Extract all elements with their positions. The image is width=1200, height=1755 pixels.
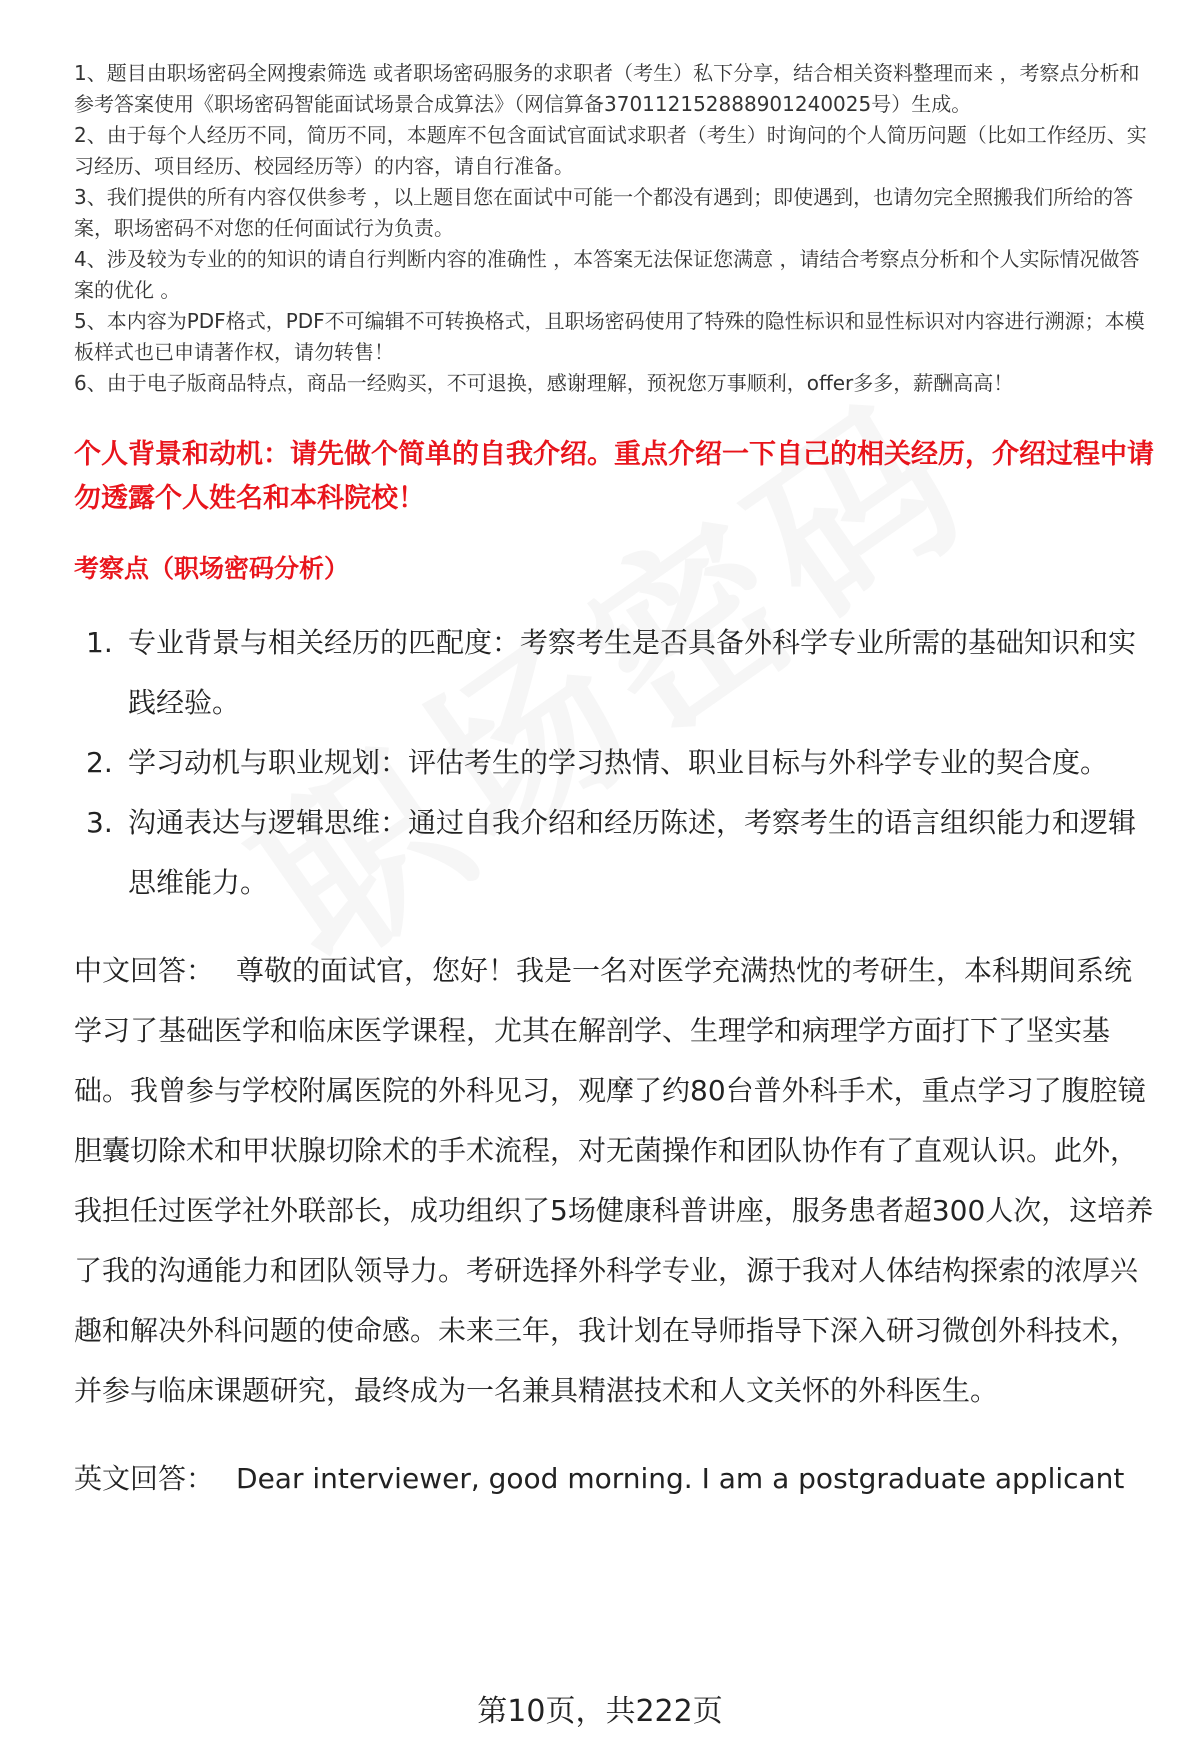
notice-item: 2、由于每个人经历不同，简历不同，本题库不包含面试官面试求职者（考生）时询问的个人简历问题（比如工作经历、实习经历、项目经历、校园经历等）的内容，请自行准备。: [74, 123, 1147, 178]
notice-list: [74, 58, 1154, 399]
analysis-title: 考察点（职场密码分析）: [74, 554, 350, 583]
notice-item: 6、由于电子版商品特点，商品一经购买，不可退换，感谢理解，预祝您万事顺利，offer多多，薪酬高高！: [74, 371, 1014, 395]
point-number: 3.: [86, 806, 113, 839]
analysis-point: [74, 733, 1154, 793]
analysis-point: [74, 613, 1154, 733]
question-heading: 个人背景和动机：请先做个简单的自我介绍。重点介绍一下自己的相关经历，介绍过程中请勿透露个人姓名和本科院校！: [74, 439, 1154, 514]
point-number: 1.: [86, 626, 113, 659]
page-content: [74, 58, 1154, 1509]
point-text: 沟通表达与逻辑思维：通过自我介绍和经历陈述，考察考生的语言组织能力和逻辑思维能力。: [128, 806, 1137, 899]
answer-chinese-label: 中文回答：: [74, 954, 215, 987]
notice-item: 4、涉及较为专业的的知识的请自行判断内容的准确性 ，本答案无法保证您满意 ，请结合考察点分析和个人实际情况做答案的优化 。: [74, 247, 1140, 302]
point-number: 2.: [86, 746, 113, 779]
answer-english-text: Dear interviewer, good morning. I am a postgraduate applicant: [236, 1462, 1125, 1495]
analysis-point: [74, 793, 1154, 913]
answer-chinese: [74, 941, 1154, 1421]
notice-item: 5、本内容为PDF格式，PDF不可编辑不可转换格式，且职场密码使用了特殊的隐性标识和显性标识对内容进行溯源；本模板样式也已申请著作权，请勿转售！: [74, 309, 1145, 364]
point-text: 专业背景与相关经历的匹配度：考察考生是否具备外科学专业所需的基础知识和实践经验。: [128, 626, 1137, 719]
analysis-points: [74, 613, 1154, 913]
answer-chinese-text: 尊敬的面试官，您好！我是一名对医学充满热忱的考研生，本科期间系统学习了基础医学和临床医学课程，尤其在解剖学、生理学和病理学方面打下了坚实基础。我曾参与学校附属医院的外科见习，观摩了约80台普外科手术，重点学习了腹腔镜胆囊切除术和甲状腺切除术的手术流程，对无菌操作和团队协作有了直观认识。此外，我担任过医学社外联部长，成功组织了5场健康科普讲座，服务患者超300人次，这培养了我的沟通能力和团队领导力。考研选择外科学专业，源于我对人体结构探索的浓厚兴趣和解决外科问题的使命感。未来三年，我计划在导师指导下深入研习微创外科技术，并参与临床课题研究，最终成为一名兼具精湛技术和人文关怀的外科医生。: [74, 954, 1154, 1407]
answer-english: [74, 1449, 1154, 1509]
answer-english-label: 英文回答：: [74, 1462, 215, 1495]
notice-item: 3、我们提供的所有内容仅供参考 ，以上题目您在面试中可能一个都没有遇到；即使遇到，也请勿完全照搬我们所给的答案，职场密码不对您的任何面试行为负责。: [74, 185, 1134, 240]
point-text: 学习动机与职业规划：评估考生的学习热情、职业目标与外科学专业的契合度。: [128, 746, 1109, 779]
page-number: 第10页，共222页: [477, 1694, 723, 1729]
notice-item: 1、题目由职场密码全网搜索筛选 或者职场密码服务的求职者（考生）私下分享，结合相关资料整理而来 ，考察点分析和参考答案使用《职场密码智能面试场景合成算法》（网信算备370112152888901240025号）生成。: [74, 61, 1140, 116]
